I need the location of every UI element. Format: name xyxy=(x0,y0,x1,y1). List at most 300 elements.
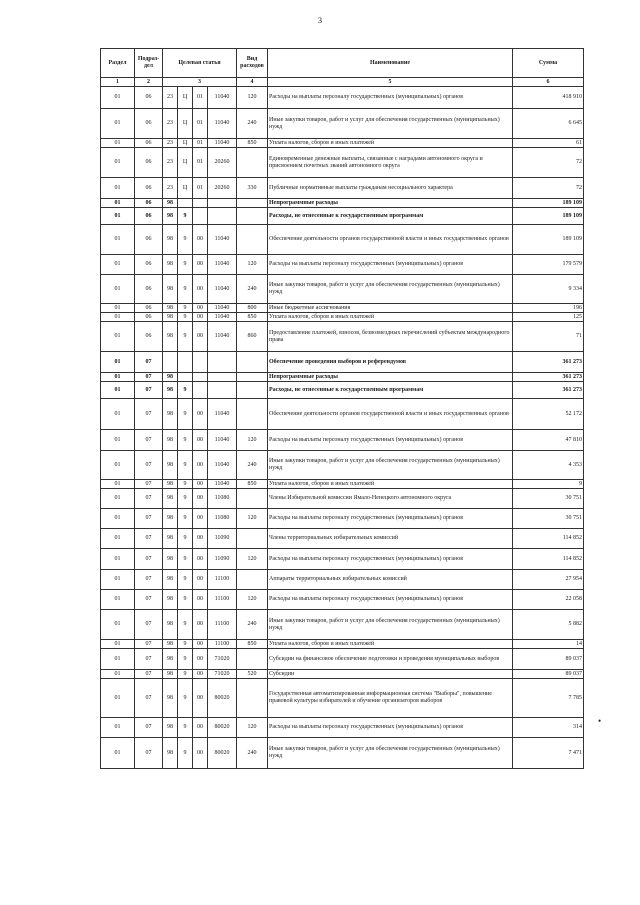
cell-tselevaya-1: 98 xyxy=(163,382,178,399)
cell-summa: 9 334 xyxy=(513,275,584,304)
cell-summa: 189 109 xyxy=(513,225,584,255)
cell-podrazdel: 06 xyxy=(135,87,163,109)
cell-tselevaya-3: 00 xyxy=(193,649,208,670)
cell-tselevaya-1: 98 xyxy=(163,304,178,313)
cell-podrazdel: 07 xyxy=(135,590,163,610)
col-number: 2 xyxy=(135,78,163,87)
cell-vid-raskhodov xyxy=(237,649,268,670)
cell-tselevaya-2: 9 xyxy=(178,489,193,509)
cell-podrazdel: 07 xyxy=(135,679,163,718)
cell-razdel: 01 xyxy=(101,640,135,649)
cell-tselevaya-4: 11090 xyxy=(208,549,237,570)
cell-tselevaya-3: 01 xyxy=(193,139,208,148)
cell-podrazdel: 07 xyxy=(135,480,163,489)
cell-podrazdel: 07 xyxy=(135,610,163,640)
cell-tselevaya-2: 9 xyxy=(178,679,193,718)
cell-tselevaya-2 xyxy=(178,199,193,208)
cell-tselevaya-1: 98 xyxy=(163,480,178,489)
cell-naimenovanie: Единовременные денежные выплаты, связанные с наградами автономного округа и присвоением почетных званий автономного округа xyxy=(268,148,513,178)
cell-tselevaya-3: 00 xyxy=(193,313,208,322)
cell-tselevaya-4: 80020 xyxy=(208,679,237,718)
cell-summa: 418 910 xyxy=(513,87,584,109)
cell-tselevaya-4 xyxy=(208,352,237,373)
table-row xyxy=(101,304,584,313)
col-number: 4 xyxy=(237,78,268,87)
cell-naimenovanie: Аппараты территориальных избирательных комиссий xyxy=(268,570,513,590)
cell-tselevaya-1 xyxy=(163,352,178,373)
header-vid-raskhodov: Вид расходов xyxy=(237,49,268,78)
cell-naimenovanie: Обеспечение деятельности органов государственной власти и иных государственных органов xyxy=(268,399,513,430)
cell-podrazdel: 06 xyxy=(135,109,163,139)
cell-summa: 7 471 xyxy=(513,738,584,769)
cell-tselevaya-4: 11040 xyxy=(208,225,237,255)
cell-tselevaya-3: 00 xyxy=(193,570,208,590)
cell-tselevaya-1: 98 xyxy=(163,509,178,529)
cell-naimenovanie: Расходы, не отнесенные к государственным программам xyxy=(268,382,513,399)
table-row xyxy=(101,255,584,275)
cell-tselevaya-4: 71020 xyxy=(208,649,237,670)
page-number: 3 xyxy=(318,16,322,25)
budget-table xyxy=(100,48,584,769)
cell-naimenovanie: Расходы на выплаты персоналу государственных (муниципальных) органов xyxy=(268,549,513,570)
col-number: 3 xyxy=(163,78,237,87)
cell-tselevaya-3: 00 xyxy=(193,322,208,352)
cell-summa: 9 xyxy=(513,480,584,489)
cell-tselevaya-4: 80020 xyxy=(208,718,237,738)
cell-tselevaya-1: 23 xyxy=(163,139,178,148)
cell-tselevaya-3: 00 xyxy=(193,304,208,313)
cell-podrazdel: 06 xyxy=(135,313,163,322)
cell-tselevaya-2: Ц xyxy=(178,109,193,139)
cell-tselevaya-4: 11040 xyxy=(208,480,237,489)
cell-summa: 47 810 xyxy=(513,430,584,451)
cell-tselevaya-4: 11100 xyxy=(208,570,237,590)
cell-tselevaya-1: 23 xyxy=(163,87,178,109)
cell-vid-raskhodov: 800 xyxy=(237,304,268,313)
cell-podrazdel: 07 xyxy=(135,549,163,570)
cell-tselevaya-3 xyxy=(193,373,208,382)
cell-tselevaya-3: 01 xyxy=(193,109,208,139)
table-row xyxy=(101,670,584,679)
cell-razdel: 01 xyxy=(101,679,135,718)
cell-podrazdel: 07 xyxy=(135,529,163,549)
cell-razdel: 01 xyxy=(101,109,135,139)
table-row xyxy=(101,570,584,590)
cell-tselevaya-3: 00 xyxy=(193,399,208,430)
cell-summa: 7 785 xyxy=(513,679,584,718)
cell-tselevaya-4: 11100 xyxy=(208,590,237,610)
table-row xyxy=(101,610,584,640)
cell-tselevaya-3: 01 xyxy=(193,178,208,199)
cell-razdel: 01 xyxy=(101,738,135,769)
cell-vid-raskhodov: 850 xyxy=(237,480,268,489)
cell-razdel: 01 xyxy=(101,275,135,304)
cell-vid-raskhodov: 850 xyxy=(237,313,268,322)
cell-summa: 179 579 xyxy=(513,255,584,275)
cell-vid-raskhodov: 240 xyxy=(237,451,268,480)
cell-vid-raskhodov: 330 xyxy=(237,178,268,199)
table-row xyxy=(101,679,584,718)
cell-podrazdel: 06 xyxy=(135,199,163,208)
cell-summa: 114 852 xyxy=(513,549,584,570)
table-row xyxy=(101,373,584,382)
cell-tselevaya-3: 00 xyxy=(193,738,208,769)
cell-tselevaya-3: 00 xyxy=(193,480,208,489)
cell-tselevaya-4 xyxy=(208,208,237,225)
cell-tselevaya-1: 98 xyxy=(163,430,178,451)
cell-tselevaya-1: 98 xyxy=(163,373,178,382)
cell-naimenovanie: Расходы на выплаты персоналу государственных (муниципальных) органов xyxy=(268,718,513,738)
cell-razdel: 01 xyxy=(101,139,135,148)
cell-tselevaya-1: 98 xyxy=(163,738,178,769)
header-podrazdel: Подраз-дел xyxy=(135,49,163,78)
cell-tselevaya-3: 00 xyxy=(193,610,208,640)
cell-podrazdel: 07 xyxy=(135,640,163,649)
cell-razdel: 01 xyxy=(101,313,135,322)
cell-summa: 4 353 xyxy=(513,451,584,480)
cell-tselevaya-3: 00 xyxy=(193,275,208,304)
cell-naimenovanie: Публичные нормативные выплаты гражданам несоциального характера xyxy=(268,178,513,199)
cell-naimenovanie: Обеспечение деятельности органов государственной власти и иных государственных органов xyxy=(268,225,513,255)
cell-tselevaya-4: 20260 xyxy=(208,148,237,178)
table-row xyxy=(101,225,584,255)
table-row xyxy=(101,313,584,322)
col-number: 1 xyxy=(101,78,135,87)
cell-podrazdel: 07 xyxy=(135,509,163,529)
table-row xyxy=(101,109,584,139)
cell-summa: 30 751 xyxy=(513,489,584,509)
cell-tselevaya-1: 23 xyxy=(163,109,178,139)
cell-razdel: 01 xyxy=(101,87,135,109)
cell-tselevaya-3: 00 xyxy=(193,430,208,451)
cell-summa: 52 172 xyxy=(513,399,584,430)
cell-vid-raskhodov: 120 xyxy=(237,509,268,529)
cell-razdel: 01 xyxy=(101,255,135,275)
cell-tselevaya-3: 01 xyxy=(193,87,208,109)
cell-podrazdel: 07 xyxy=(135,649,163,670)
cell-tselevaya-4 xyxy=(208,382,237,399)
cell-tselevaya-4: 20260 xyxy=(208,178,237,199)
cell-vid-raskhodov xyxy=(237,570,268,590)
cell-vid-raskhodov xyxy=(237,399,268,430)
cell-naimenovanie: Иные закупки товаров, работ и услуг для обеспечения государственных (муниципальных) нужд xyxy=(268,109,513,139)
cell-razdel: 01 xyxy=(101,225,135,255)
cell-razdel: 01 xyxy=(101,590,135,610)
cell-vid-raskhodov: 850 xyxy=(237,640,268,649)
cell-tselevaya-3: 00 xyxy=(193,590,208,610)
cell-naimenovanie: Члены территориальных избирательных комиссий xyxy=(268,529,513,549)
cell-razdel: 01 xyxy=(101,382,135,399)
cell-tselevaya-3: 00 xyxy=(193,718,208,738)
cell-tselevaya-2: 9 xyxy=(178,649,193,670)
cell-summa: 361 273 xyxy=(513,352,584,373)
cell-tselevaya-1: 98 xyxy=(163,451,178,480)
cell-summa: 361 273 xyxy=(513,382,584,399)
cell-razdel: 01 xyxy=(101,610,135,640)
cell-tselevaya-2: 9 xyxy=(178,451,193,480)
cell-razdel: 01 xyxy=(101,549,135,570)
cell-razdel: 01 xyxy=(101,649,135,670)
cell-razdel: 01 xyxy=(101,352,135,373)
cell-tselevaya-1: 98 xyxy=(163,670,178,679)
table-header-row xyxy=(101,49,584,78)
cell-podrazdel: 06 xyxy=(135,275,163,304)
table-row xyxy=(101,480,584,489)
cell-vid-raskhodov: 120 xyxy=(237,718,268,738)
cell-tselevaya-1: 23 xyxy=(163,178,178,199)
cell-tselevaya-3: 00 xyxy=(193,225,208,255)
cell-tselevaya-4: 11040 xyxy=(208,322,237,352)
cell-tselevaya-4: 11040 xyxy=(208,87,237,109)
cell-vid-raskhodov xyxy=(237,225,268,255)
cell-tselevaya-1: 98 xyxy=(163,255,178,275)
cell-tselevaya-1: 98 xyxy=(163,640,178,649)
cell-summa: 30 751 xyxy=(513,509,584,529)
col-number: 6 xyxy=(513,78,584,87)
cell-tselevaya-2: 9 xyxy=(178,670,193,679)
cell-podrazdel: 07 xyxy=(135,430,163,451)
cell-vid-raskhodov xyxy=(237,373,268,382)
cell-tselevaya-2: 9 xyxy=(178,590,193,610)
cell-razdel: 01 xyxy=(101,178,135,199)
cell-tselevaya-2: 9 xyxy=(178,640,193,649)
cell-naimenovanie: Иные закупки товаров, работ и услуг для обеспечения государственных (муниципальных) нужд xyxy=(268,451,513,480)
cell-naimenovanie: Расходы на выплаты персоналу государственных (муниципальных) органов xyxy=(268,590,513,610)
cell-vid-raskhodov: 240 xyxy=(237,275,268,304)
cell-vid-raskhodov xyxy=(237,208,268,225)
cell-naimenovanie: Уплата налогов, сборов и иных платежей xyxy=(268,480,513,489)
cell-razdel: 01 xyxy=(101,199,135,208)
cell-naimenovanie: Расходы на выплаты персоналу государственных (муниципальных) органов xyxy=(268,87,513,109)
table-row xyxy=(101,529,584,549)
cell-summa: 189 109 xyxy=(513,208,584,225)
cell-razdel: 01 xyxy=(101,670,135,679)
cell-tselevaya-3: 00 xyxy=(193,529,208,549)
cell-naimenovanie: Уплата налогов, сборов и иных платежей xyxy=(268,313,513,322)
cell-tselevaya-2 xyxy=(178,352,193,373)
table-row xyxy=(101,178,584,199)
cell-tselevaya-1: 98 xyxy=(163,549,178,570)
cell-vid-raskhodov xyxy=(237,382,268,399)
cell-vid-raskhodov: 850 xyxy=(237,139,268,148)
cell-summa: 61 xyxy=(513,139,584,148)
cell-tselevaya-2: 9 xyxy=(178,430,193,451)
cell-tselevaya-1: 98 xyxy=(163,208,178,225)
header-naimenovanie: Наименование xyxy=(268,49,513,78)
cell-tselevaya-2: 9 xyxy=(178,255,193,275)
cell-tselevaya-2: 9 xyxy=(178,313,193,322)
cell-razdel: 01 xyxy=(101,373,135,382)
cell-tselevaya-3 xyxy=(193,208,208,225)
cell-tselevaya-3 xyxy=(193,352,208,373)
cell-tselevaya-2: 9 xyxy=(178,304,193,313)
cell-tselevaya-4: 80020 xyxy=(208,738,237,769)
cell-razdel: 01 xyxy=(101,304,135,313)
cell-tselevaya-1: 23 xyxy=(163,148,178,178)
cell-tselevaya-4: 11080 xyxy=(208,509,237,529)
cell-tselevaya-2: Ц xyxy=(178,178,193,199)
cell-podrazdel: 07 xyxy=(135,373,163,382)
cell-summa: 314 xyxy=(513,718,584,738)
cell-naimenovanie: Расходы, не отнесенные к государственным программам xyxy=(268,208,513,225)
cell-summa: 189 109 xyxy=(513,199,584,208)
cell-summa: 114 852 xyxy=(513,529,584,549)
cell-vid-raskhodov xyxy=(237,148,268,178)
cell-tselevaya-4: 11040 xyxy=(208,313,237,322)
cell-naimenovanie: Уплата налогов, сборов и иных платежей xyxy=(268,139,513,148)
cell-razdel: 01 xyxy=(101,322,135,352)
cell-tselevaya-2: 9 xyxy=(178,382,193,399)
table-row xyxy=(101,738,584,769)
table-row xyxy=(101,87,584,109)
table-row xyxy=(101,489,584,509)
cell-naimenovanie: Иные закупки товаров, работ и услуг для обеспечения государственных (муниципальных) нужд xyxy=(268,610,513,640)
cell-podrazdel: 07 xyxy=(135,451,163,480)
header-tselevaya-statya: Целевая статья xyxy=(163,49,237,78)
cell-podrazdel: 07 xyxy=(135,399,163,430)
table-row xyxy=(101,640,584,649)
cell-razdel: 01 xyxy=(101,529,135,549)
cell-podrazdel: 07 xyxy=(135,670,163,679)
table-row xyxy=(101,208,584,225)
cell-podrazdel: 06 xyxy=(135,255,163,275)
cell-vid-raskhodov xyxy=(237,199,268,208)
cell-vid-raskhodov: 120 xyxy=(237,255,268,275)
cell-naimenovanie: Расходы на выплаты персоналу государственных (муниципальных) органов xyxy=(268,509,513,529)
cell-vid-raskhodov: 120 xyxy=(237,590,268,610)
cell-tselevaya-2 xyxy=(178,373,193,382)
cell-summa: 196 xyxy=(513,304,584,313)
table-row xyxy=(101,451,584,480)
cell-tselevaya-2: 9 xyxy=(178,570,193,590)
cell-naimenovanie: Субсидии на финансовое обеспечение подготовки и проведения муниципальных выборов xyxy=(268,649,513,670)
cell-tselevaya-2: 9 xyxy=(178,610,193,640)
cell-naimenovanie: Расходы на выплаты персоналу государственных (муниципальных) органов xyxy=(268,255,513,275)
cell-tselevaya-4: 11100 xyxy=(208,610,237,640)
cell-tselevaya-1: 98 xyxy=(163,649,178,670)
cell-tselevaya-1: 98 xyxy=(163,610,178,640)
cell-razdel: 01 xyxy=(101,570,135,590)
cell-tselevaya-4: 11040 xyxy=(208,109,237,139)
cell-razdel: 01 xyxy=(101,399,135,430)
cell-vid-raskhodov xyxy=(237,489,268,509)
table-row xyxy=(101,649,584,670)
cell-summa: 71 xyxy=(513,322,584,352)
cell-tselevaya-1: 98 xyxy=(163,679,178,718)
cell-razdel: 01 xyxy=(101,489,135,509)
cell-podrazdel: 07 xyxy=(135,718,163,738)
cell-tselevaya-3: 00 xyxy=(193,451,208,480)
cell-tselevaya-1: 98 xyxy=(163,322,178,352)
table-row xyxy=(101,382,584,399)
table-row xyxy=(101,275,584,304)
cell-vid-raskhodov: 240 xyxy=(237,738,268,769)
cell-tselevaya-4 xyxy=(208,199,237,208)
cell-tselevaya-4: 11040 xyxy=(208,451,237,480)
cell-vid-raskhodov: 120 xyxy=(237,430,268,451)
cell-tselevaya-2: 9 xyxy=(178,509,193,529)
cell-tselevaya-2: 9 xyxy=(178,322,193,352)
cell-tselevaya-2: 9 xyxy=(178,718,193,738)
cell-tselevaya-2: 9 xyxy=(178,225,193,255)
cell-tselevaya-4: 11040 xyxy=(208,430,237,451)
cell-podrazdel: 06 xyxy=(135,225,163,255)
cell-vid-raskhodov: 120 xyxy=(237,87,268,109)
cell-naimenovanie: Иные закупки товаров, работ и услуг для обеспечения государственных (муниципальных) нужд xyxy=(268,275,513,304)
cell-tselevaya-2: 9 xyxy=(178,275,193,304)
cell-naimenovanie: Непрограммные расходы xyxy=(268,373,513,382)
cell-naimenovanie: Расходы на выплаты персоналу государственных (муниципальных) органов xyxy=(268,430,513,451)
cell-tselevaya-4: 11040 xyxy=(208,255,237,275)
cell-tselevaya-3: 01 xyxy=(193,148,208,178)
stray-mark: • xyxy=(598,716,602,726)
cell-summa: 361 273 xyxy=(513,373,584,382)
table-row xyxy=(101,139,584,148)
cell-naimenovanie: Уплата налогов, сборов и иных платежей xyxy=(268,640,513,649)
cell-tselevaya-1: 98 xyxy=(163,570,178,590)
cell-podrazdel: 07 xyxy=(135,489,163,509)
cell-podrazdel: 06 xyxy=(135,178,163,199)
table-row xyxy=(101,430,584,451)
cell-tselevaya-2: 9 xyxy=(178,738,193,769)
cell-tselevaya-1: 98 xyxy=(163,313,178,322)
cell-tselevaya-1: 98 xyxy=(163,275,178,304)
cell-tselevaya-4: 11040 xyxy=(208,275,237,304)
cell-naimenovanie: Субсидии xyxy=(268,670,513,679)
cell-tselevaya-1: 98 xyxy=(163,225,178,255)
cell-vid-raskhodov xyxy=(237,679,268,718)
cell-podrazdel: 07 xyxy=(135,382,163,399)
cell-tselevaya-1: 98 xyxy=(163,590,178,610)
cell-summa: 14 xyxy=(513,640,584,649)
cell-tselevaya-3 xyxy=(193,382,208,399)
cell-tselevaya-3: 00 xyxy=(193,679,208,718)
cell-podrazdel: 07 xyxy=(135,352,163,373)
cell-naimenovanie: Иные закупки товаров, работ и услуг для обеспечения государственных (муниципальных) нужд xyxy=(268,738,513,769)
header-razdel: Раздел xyxy=(101,49,135,78)
col-number: 5 xyxy=(268,78,513,87)
cell-naimenovanie: Члены Избирательной комиссии Ямало-Ненецкого автономного округа xyxy=(268,489,513,509)
cell-tselevaya-2: 9 xyxy=(178,399,193,430)
cell-vid-raskhodov xyxy=(237,352,268,373)
cell-podrazdel: 07 xyxy=(135,570,163,590)
cell-summa: 72 xyxy=(513,178,584,199)
cell-razdel: 01 xyxy=(101,480,135,489)
cell-razdel: 01 xyxy=(101,148,135,178)
cell-tselevaya-3: 00 xyxy=(193,549,208,570)
cell-vid-raskhodov: 860 xyxy=(237,322,268,352)
cell-podrazdel: 07 xyxy=(135,738,163,769)
cell-tselevaya-3 xyxy=(193,199,208,208)
table-row xyxy=(101,322,584,352)
table-row xyxy=(101,399,584,430)
cell-summa: 89 037 xyxy=(513,649,584,670)
cell-razdel: 01 xyxy=(101,509,135,529)
cell-tselevaya-4: 11080 xyxy=(208,489,237,509)
cell-podrazdel: 06 xyxy=(135,148,163,178)
table-row xyxy=(101,549,584,570)
cell-tselevaya-1: 98 xyxy=(163,199,178,208)
cell-summa: 6 645 xyxy=(513,109,584,139)
cell-podrazdel: 06 xyxy=(135,304,163,313)
cell-tselevaya-1: 98 xyxy=(163,399,178,430)
cell-vid-raskhodov: 120 xyxy=(237,549,268,570)
cell-tselevaya-4: 11040 xyxy=(208,304,237,313)
cell-summa: 22 058 xyxy=(513,590,584,610)
column-number-row xyxy=(101,78,584,87)
cell-tselevaya-4: 11090 xyxy=(208,529,237,549)
cell-naimenovanie: Государственная автоматизированная информационная система "Выборы", повышение правовой культуры избирателей и обучение организаторов выборов xyxy=(268,679,513,718)
